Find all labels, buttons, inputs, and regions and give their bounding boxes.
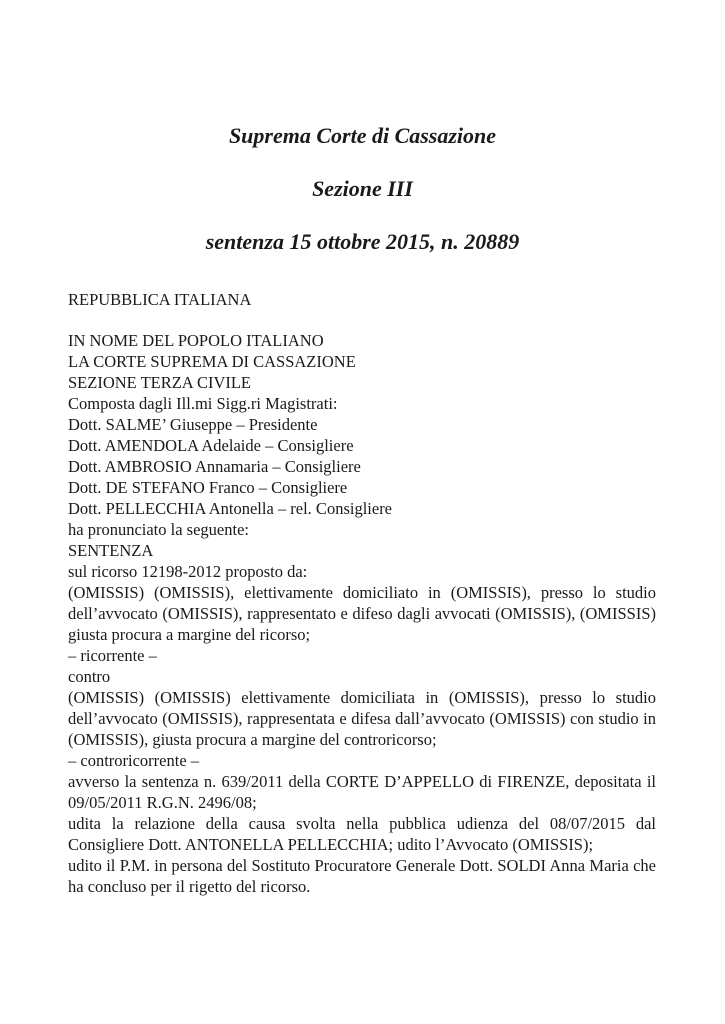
- composition-intro: Composta dagli Ill.mi Sigg.ri Magistrati:: [68, 394, 338, 413]
- republic-heading: REPUBBLICA ITALIANA: [68, 290, 252, 309]
- respondent-paragraph: (OMISSIS) (OMISSIS) elettivamente domiciliata in (OMISSIS), presso lo studio dell’avvocato (OMISSIS), rappresentata e difesa dall’avvocato (OMISSIS) con studio in (OMISSIS), giusta procura a margine del controricorso;: [68, 688, 656, 749]
- court-title: Suprema Corte di Cassazione: [228, 123, 497, 148]
- against-paragraph: avverso la sentenza n. 639/2011 della CORTE D’APPELLO di FIRENZE, depositata il 09/05/2011 R.G.N. 2496/08;: [68, 772, 656, 812]
- appellant-paragraph: (OMISSIS) (OMISSIS), elettivamente domiciliato in (OMISSIS), presso lo studio dell’avvocato (OMISSIS), rappresentato e difeso dagli avvocati (OMISSIS), (OMISSIS) giusta procura a margine del ricorso;: [68, 583, 656, 644]
- magistrate-line: Dott. AMBROSIO Annamaria – Consigliere: [68, 457, 361, 476]
- respondent-role: – controricorrente –: [68, 751, 200, 770]
- contro-line: contro: [68, 667, 111, 686]
- pm-paragraph: udito il P.M. in persona del Sostituto Procuratore Generale Dott. SOLDI Anna Maria che ha concluso per il rigetto del ricorso.: [68, 856, 656, 896]
- sentenza-label: SENTENZA: [68, 541, 154, 560]
- spacer: [68, 310, 656, 330]
- document-body: [68, 289, 656, 897]
- pronounced-line: ha pronunciato la seguente:: [68, 520, 249, 539]
- sentence-title: sentenza 15 ottobre 2015, n. 20889: [205, 229, 520, 254]
- hearing-paragraph: udita la relazione della causa svolta nella pubblica udienza del 08/07/2015 dal Consigliere Dott. ANTONELLA PELLECCHIA; udito l’Avvocato (OMISSIS);: [68, 814, 656, 854]
- appellant-role: – ricorrente –: [68, 646, 157, 665]
- magistrate-line: Dott. DE STEFANO Franco – Consigliere: [68, 478, 348, 497]
- court-heading: LA CORTE SUPREMA DI CASSAZIONE: [68, 352, 356, 371]
- magistrate-line: Dott. PELLECCHIA Antonella – rel. Consigliere: [68, 499, 393, 518]
- section-title: Sezione III: [312, 176, 413, 201]
- document-header: [0, 122, 725, 281]
- appeal-line: sul ricorso 12198-2012 proposto da:: [68, 562, 308, 581]
- magistrate-line: Dott. SALME’ Giuseppe – Presidente: [68, 415, 318, 434]
- section-heading: SEZIONE TERZA CIVILE: [68, 373, 252, 392]
- people-heading: IN NOME DEL POPOLO ITALIANO: [68, 331, 324, 350]
- magistrate-line: Dott. AMENDOLA Adelaide – Consigliere: [68, 436, 354, 455]
